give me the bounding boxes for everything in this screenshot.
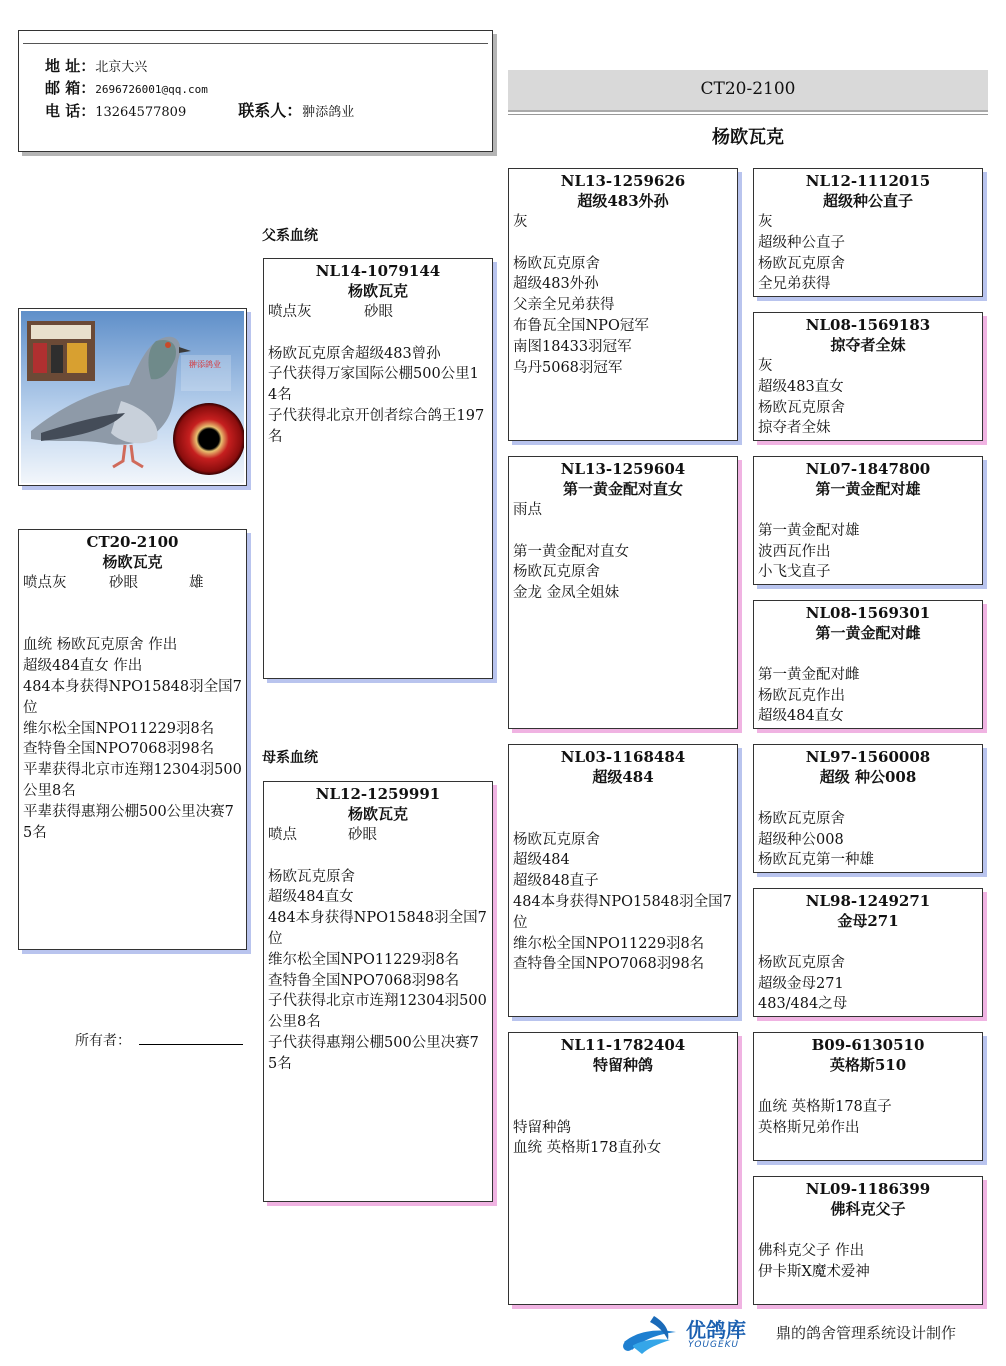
sire-name: 杨欧瓦克 bbox=[347, 282, 408, 300]
address-row bbox=[45, 55, 147, 76]
note-line: 全兄弟获得 bbox=[758, 276, 831, 293]
dam-color: 喷点 bbox=[268, 827, 297, 843]
sire-ring: NL14-1079144 bbox=[315, 262, 441, 280]
note-line: 杨欧瓦克原舍 bbox=[758, 399, 845, 416]
subject-card[interactable] bbox=[18, 529, 247, 950]
note-line: 超级种公直子 bbox=[758, 234, 845, 251]
note-line: 超级483外孙 bbox=[513, 276, 599, 293]
footer bbox=[618, 1312, 998, 1358]
subject-name: 杨欧瓦克 bbox=[102, 553, 163, 571]
card-ring: NL98-1249271 bbox=[805, 892, 931, 910]
note-line: 灰 bbox=[758, 358, 773, 374]
card-ring: NL11-1782404 bbox=[560, 1036, 686, 1054]
card-ring: NL97-1560008 bbox=[805, 748, 931, 766]
pigeon-photo bbox=[18, 308, 247, 486]
note-line bbox=[509, 521, 737, 542]
note-line: 雨点 bbox=[513, 502, 542, 518]
card-name: 金母271 bbox=[837, 912, 899, 930]
grandparent-card[interactable] bbox=[508, 744, 738, 1017]
note-line bbox=[754, 1076, 982, 1097]
note-line: 特留种鸽 bbox=[513, 1119, 571, 1136]
note-line: 伊卡斯X魔术爱神 bbox=[758, 1263, 870, 1280]
note-line: 维尔松全国NPO11229羽8名 bbox=[23, 720, 215, 737]
note-line: 超级种公008 bbox=[758, 831, 844, 848]
great-grandparent-card[interactable] bbox=[753, 1032, 983, 1161]
card-ring: B09-6130510 bbox=[811, 1036, 925, 1054]
card-notes bbox=[754, 212, 982, 295]
sire-color: 喷点灰 bbox=[268, 304, 312, 320]
header-name: 杨欧瓦克 bbox=[712, 127, 784, 148]
note-line: 平辈获得北京市连翔12304羽500公里8名 bbox=[23, 762, 242, 799]
note-line: 乌丹5068羽冠军 bbox=[513, 359, 623, 376]
note-line: 布鲁瓦全国NPO冠军 bbox=[513, 317, 649, 334]
subject-ring: CT20-2100 bbox=[86, 533, 179, 551]
note-line: 子代获得北京开创者综合鸽王197名 bbox=[268, 407, 485, 445]
card-name: 第一黄金配对直女 bbox=[562, 480, 683, 498]
great-grandparent-card[interactable] bbox=[753, 888, 983, 1017]
card-ring: NL08-1569183 bbox=[805, 316, 931, 334]
dam-line-label: 母系血统 bbox=[262, 750, 318, 766]
note-line: 超级848直子 bbox=[513, 873, 599, 890]
note-line: 小飞戈直子 bbox=[758, 564, 831, 581]
note-line: 杨欧瓦克原舍 bbox=[758, 954, 845, 971]
card-notes bbox=[754, 932, 982, 1015]
note-line: 子代获得北京市连翔12304羽500公里8名 bbox=[268, 993, 487, 1031]
note-line: 杨欧瓦克作出 bbox=[758, 687, 845, 704]
note-line: 484本身获得NPO15848羽全国7位 bbox=[23, 678, 242, 716]
card-name: 英格斯510 bbox=[829, 1056, 907, 1074]
note-line: 父亲全兄弟获得 bbox=[513, 297, 615, 314]
pigeon-illustration bbox=[21, 311, 244, 483]
note-line: 查特鲁全国NPO7068羽98名 bbox=[23, 741, 215, 758]
card-notes bbox=[754, 788, 982, 871]
note-line: 杨欧瓦克原舍 bbox=[513, 255, 600, 272]
note-line: 维尔松全国NPO11229羽8名 bbox=[513, 935, 705, 952]
note-line bbox=[509, 233, 737, 254]
note-line: 超级484直女 bbox=[758, 708, 844, 725]
logo-text-en: YOUGEKU bbox=[688, 1340, 740, 1350]
card-notes bbox=[754, 644, 982, 727]
note-line bbox=[509, 1097, 737, 1118]
grandparent-card[interactable] bbox=[508, 456, 738, 729]
owner-label: 所有者： bbox=[75, 1033, 131, 1049]
sire-notes bbox=[264, 323, 492, 448]
note-line bbox=[754, 1220, 982, 1241]
card-name: 第一黄金配对雄 bbox=[815, 480, 921, 498]
address-label: 地 址： bbox=[45, 57, 96, 75]
phone-value: 13264577809 bbox=[95, 105, 187, 120]
note-line bbox=[754, 932, 982, 953]
card-ring: NL03-1168484 bbox=[560, 748, 686, 766]
note-line: 南图18433羽冠军 bbox=[513, 338, 632, 355]
great-grandparent-card[interactable] bbox=[753, 312, 983, 441]
note-line: 血统 英格斯178直孙女 bbox=[513, 1140, 662, 1157]
note-line: 查特鲁全国NPO7068羽98名 bbox=[513, 956, 705, 973]
grandparent-card[interactable] bbox=[508, 1032, 738, 1305]
card-notes bbox=[754, 500, 982, 583]
subject-color: 喷点灰 bbox=[23, 575, 67, 591]
note-line: 杨欧瓦克原舍 bbox=[513, 564, 600, 581]
card-notes bbox=[754, 1220, 982, 1282]
great-grandparent-card[interactable] bbox=[753, 456, 983, 585]
dam-notes bbox=[264, 846, 492, 1075]
dam-card[interactable] bbox=[263, 781, 493, 1202]
note-line: 英格斯兄弟作出 bbox=[758, 1119, 860, 1136]
note-line: 查特鲁全国NPO7068羽98名 bbox=[268, 972, 460, 989]
note-line bbox=[754, 788, 982, 809]
note-line: 掠夺者全妹 bbox=[758, 420, 831, 437]
great-grandparent-card[interactable] bbox=[753, 744, 983, 873]
card-ring: NL08-1569301 bbox=[805, 604, 931, 622]
card-name: 特留种鸽 bbox=[592, 1056, 653, 1074]
dam-ring: NL12-1259991 bbox=[315, 785, 441, 803]
card-ring: NL13-1259604 bbox=[560, 460, 686, 478]
card-notes bbox=[754, 356, 982, 439]
great-grandparent-card[interactable] bbox=[753, 600, 983, 729]
note-line bbox=[754, 644, 982, 665]
note-line: 子代获得惠翔公棚500公里决赛75名 bbox=[268, 1034, 479, 1072]
card-ring: NL09-1186399 bbox=[805, 1180, 931, 1198]
dam-name: 杨欧瓦克 bbox=[347, 805, 408, 823]
dam-eye: 砂眼 bbox=[348, 827, 377, 843]
header-divider bbox=[508, 114, 988, 115]
sire-traits bbox=[264, 302, 492, 323]
great-grandparent-card[interactable] bbox=[753, 168, 983, 297]
sire-card[interactable] bbox=[263, 258, 493, 679]
note-line: 484本身获得NPO15848羽全国7位 bbox=[513, 893, 732, 931]
card-ring: NL13-1259626 bbox=[560, 172, 686, 190]
note-line: 血统 英格斯178直子 bbox=[758, 1098, 892, 1115]
note-line: 484本身获得NPO15848羽全国7位 bbox=[268, 910, 487, 947]
card-ring: NL07-1847800 bbox=[805, 460, 931, 478]
note-line: 杨欧瓦克原舍 bbox=[758, 255, 845, 272]
note-line: 佛科克父子 作出 bbox=[758, 1242, 865, 1259]
note-line: 超级484直女 作出 bbox=[23, 658, 143, 675]
card-name: 超级种公直子 bbox=[822, 192, 913, 210]
card-name: 超级483外孙 bbox=[577, 192, 669, 210]
note-line: 杨欧瓦克第一种雄 bbox=[758, 852, 874, 869]
grandparent-card[interactable] bbox=[508, 168, 738, 441]
card-notes bbox=[509, 212, 737, 378]
email-value: 2696726001@qq.com bbox=[95, 83, 208, 96]
email-row bbox=[45, 77, 208, 98]
note-line: 超级484 bbox=[513, 852, 570, 869]
contact-divider bbox=[23, 43, 488, 44]
note-line: 波西瓦作出 bbox=[758, 543, 831, 560]
phone-row bbox=[45, 98, 354, 121]
note-line: 维尔松全国NPO11229羽8名 bbox=[268, 951, 460, 968]
logo-text-cn: 优鸽库 bbox=[686, 1318, 746, 1342]
yougeku-logo-icon bbox=[618, 1312, 682, 1358]
card-name: 佛科克父子 bbox=[830, 1200, 906, 1218]
contact-person-label: 联系人： bbox=[238, 101, 303, 120]
header-ring: CT20-2100 bbox=[700, 79, 796, 99]
note-line: 483/484之母 bbox=[758, 996, 848, 1013]
note-line: 灰 bbox=[513, 214, 528, 230]
subject-notes bbox=[19, 594, 246, 844]
note-line bbox=[509, 1076, 737, 1097]
note-line: 平辈获得惠翔公棚500公里决赛75名 bbox=[23, 803, 234, 841]
note-line: 超级483直女 bbox=[758, 378, 844, 395]
contact-box bbox=[18, 30, 493, 152]
sire-line-label: 父系血统 bbox=[262, 228, 318, 244]
note-line: 灰 bbox=[758, 214, 773, 230]
card-name: 第一黄金配对雌 bbox=[815, 624, 921, 642]
footer-credit: 鼎的鸽舍管理系统设计制作 bbox=[776, 1324, 957, 1342]
note-line bbox=[509, 788, 737, 809]
card-name: 超级484 bbox=[592, 768, 654, 786]
address-value: 北京大兴 bbox=[95, 60, 148, 75]
note-line bbox=[264, 323, 492, 344]
note-line: 杨欧瓦克原舍超级483曾孙 bbox=[268, 345, 441, 362]
subject-eye: 砂眼 bbox=[109, 575, 138, 591]
note-line: 杨欧瓦克原舍 bbox=[758, 810, 845, 827]
dam-traits bbox=[264, 825, 492, 846]
note-line: 超级484直女 bbox=[268, 889, 354, 906]
note-line: 血统 杨欧瓦克原舍 作出 bbox=[23, 637, 178, 654]
note-line bbox=[19, 615, 246, 636]
card-ring: NL12-1112015 bbox=[805, 172, 931, 190]
great-grandparent-card[interactable] bbox=[753, 1176, 983, 1305]
card-notes bbox=[509, 788, 737, 975]
card-notes bbox=[509, 1076, 737, 1159]
subject-sex: 雄 bbox=[189, 575, 204, 591]
email-label: 邮 箱： bbox=[45, 79, 96, 97]
note-line: 第一黄金配对雌 bbox=[758, 666, 860, 683]
contact-person-value: 翀添鸽业 bbox=[302, 105, 355, 120]
note-line: 金龙 金凤全姐妹 bbox=[513, 585, 620, 602]
note-line: 第一黄金配对直女 bbox=[513, 543, 629, 560]
svg-text:翀添鸽业: 翀添鸽业 bbox=[189, 360, 221, 369]
note-line: 超级金母271 bbox=[758, 975, 844, 992]
sire-eye: 砂眼 bbox=[364, 304, 393, 320]
note-line bbox=[264, 846, 492, 867]
card-notes bbox=[754, 1076, 982, 1138]
owner-field[interactable] bbox=[139, 1044, 243, 1045]
note-line: 杨欧瓦克原舍 bbox=[268, 868, 355, 885]
card-name: 掠夺者全妹 bbox=[830, 336, 906, 354]
card-name: 超级 种公008 bbox=[819, 768, 917, 786]
subject-traits bbox=[19, 573, 246, 594]
note-line: 杨欧瓦克原舍 bbox=[513, 831, 600, 848]
note-line bbox=[754, 500, 982, 521]
note-line bbox=[509, 809, 737, 830]
note-line: 第一黄金配对雄 bbox=[758, 522, 860, 539]
note-line: 子代获得万家国际公棚500公里14名 bbox=[268, 366, 479, 404]
note-line bbox=[19, 594, 246, 615]
phone-label: 电 话： bbox=[45, 102, 96, 120]
card-notes bbox=[509, 500, 737, 604]
